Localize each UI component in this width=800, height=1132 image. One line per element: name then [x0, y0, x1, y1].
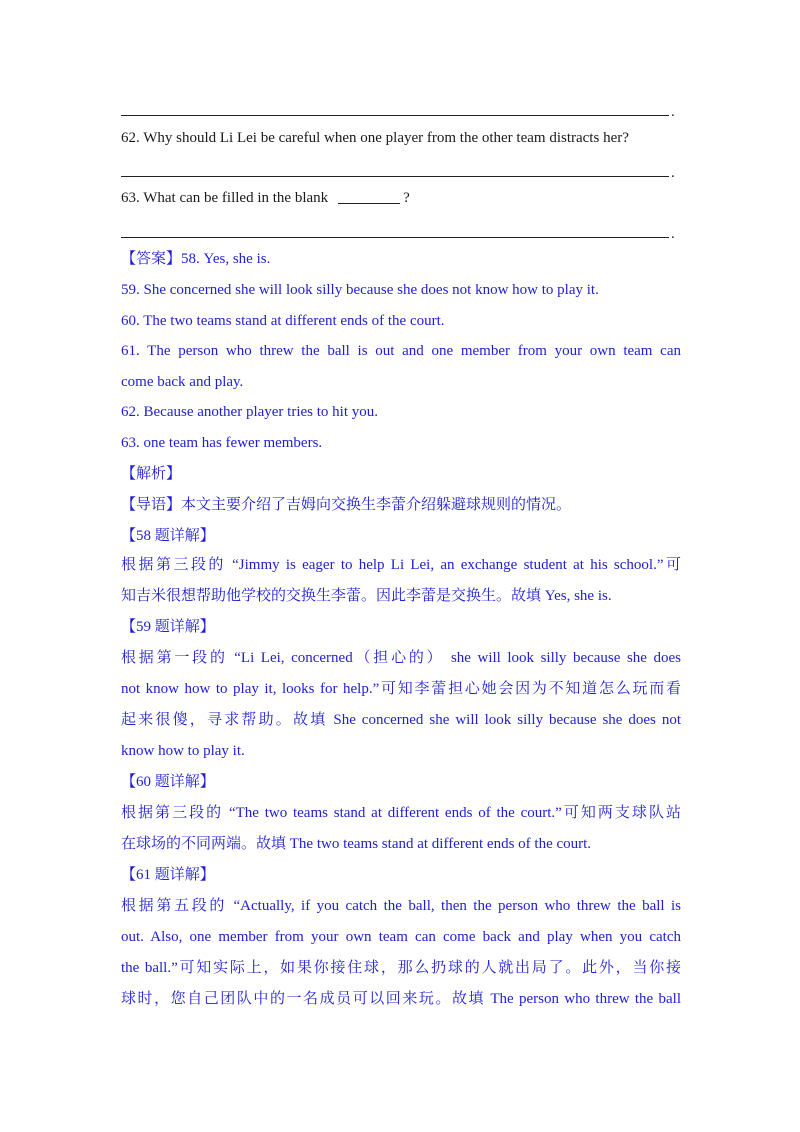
detail-59-line1: 根据第一段的 “Li Lei, concerned（担心的） she will look silly because she does	[121, 650, 681, 666]
answer-61-line1: 61. The person who threw the ball is out and one member from your own team can	[121, 343, 681, 359]
detail-60-line2: 在球场的不同两端。故填 The two teams stand at different ends of the court.	[121, 836, 592, 852]
answer-line[interactable]	[121, 115, 669, 116]
guide-text: 【导语】本文主要介绍了吉姆向交换生李蕾介绍躲避球规则的情况。	[121, 497, 572, 513]
question-63-text: 63. What can be filled in the blank	[121, 190, 329, 206]
detail-61-line3: the ball.”可知实际上，如果你接住球，那么扔球的人就出局了。此外，当你接	[121, 960, 681, 976]
detail-61-header: 【61 题详解】	[121, 867, 215, 883]
line-end-dot: .	[671, 104, 675, 120]
detail-61-line1: 根据第五段的 “Actually, if you catch the ball, then the person who threw the ball is	[121, 898, 681, 914]
detail-61-line2: out. Also, one member from your own team can come back and play when you catch	[121, 929, 681, 945]
line-end-dot: .	[671, 165, 675, 181]
question-62: 62. Why should Li Lei be careful when one player from the other team distracts her?	[121, 130, 629, 146]
answer-60: 60. The two teams stand at different ends of the court.	[121, 313, 445, 329]
analysis-header: 【解析】	[121, 466, 182, 482]
detail-59-line2: not know how to play it, looks for help.”可知李蕾担心她会因为不知道怎么玩而看	[121, 681, 681, 697]
fill-blank	[338, 189, 400, 204]
detail-58-header: 【58 题详解】	[121, 528, 215, 544]
detail-60-header: 【60 题详解】	[121, 774, 215, 790]
answer-62: 62. Because another player tries to hit you.	[121, 404, 379, 420]
detail-61-line4: 球时，您自己团队中的一名成员可以回来玩。故填 The person who threw the ball	[121, 991, 681, 1007]
answer-59: 59. She concerned she will look silly because she does not know how to play it.	[121, 282, 599, 298]
answer-header: 【答案】58. Yes, she is.	[121, 251, 271, 267]
detail-59-line3: 起来很傻，寻求帮助。故填 She concerned she will look silly because she does not	[121, 712, 681, 728]
line-end-dot: .	[671, 226, 675, 242]
answer-61-line2: come back and play.	[121, 374, 244, 390]
detail-59-line4: know how to play it.	[121, 743, 245, 759]
detail-58-line1: 根据第三段的 “Jimmy is eager to help Li Lei, an exchange student at his school.”可	[121, 557, 681, 573]
answer-line[interactable]	[121, 176, 669, 177]
answer-63: 63. one team has fewer members.	[121, 435, 323, 451]
detail-60-line1: 根据第三段的 “The two teams stand at different ends of the court.”可知两支球队站	[121, 805, 681, 821]
question-63	[121, 188, 681, 208]
detail-59-header: 【59 题详解】	[121, 619, 215, 635]
answer-line[interactable]	[121, 237, 669, 238]
question-63-mark: ?	[403, 190, 410, 206]
detail-58-line2: 知吉米很想帮助他学校的交换生李蕾。因此李蕾是交换生。故填 Yes, she is.	[121, 588, 612, 604]
